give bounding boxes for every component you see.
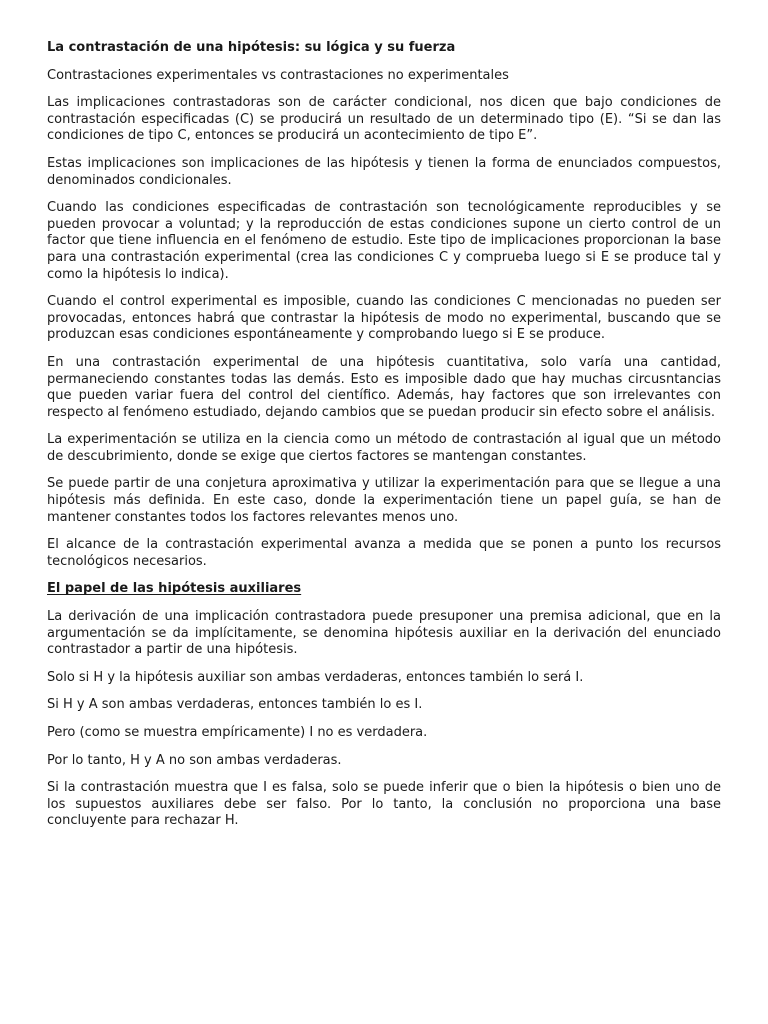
document-subtitle: Contrastaciones experimentales vs contrastaciones no experimentales	[47, 67, 509, 83]
paragraph-non-experimental: Cuando el control experimental es imposible, cuando las condiciones C mencionadas no pueden ser provocadas, entonces habrá que contrastar la hipótesis de modo no experimental, buscando que se produzcan esas condiciones espontáneamente y comprobando luego si E se produce.	[47, 294, 721, 343]
section-heading-auxiliary-hypotheses: El papel de las hipótesis auxiliares	[47, 581, 302, 597]
paragraph-premise-1: Solo si H y la hipótesis auxiliar son ambas verdaderas, entonces también lo será I.	[47, 669, 584, 685]
paragraph-auxiliary-definition: La derivación de una implicación contrastadora puede presuponer una premisa adicional, que en la argumentación se da implícitamente, se denomina hipótesis auxiliar en la derivación del enunciado contrastador a partir de una hipótesis.	[47, 609, 721, 658]
paragraph-falsity-inference: Si la contrastación muestra que I es falsa, solo se puede inferir que o bien la hipótesis o bien uno de los supuestos auxiliares debe ser falso. Por lo tanto, la conclusión no proporciona una base concluyente para rechazar H.	[47, 780, 721, 829]
paragraph-quantitative-hypothesis: En una contrastación experimental de una hipótesis cuantitativa, solo varía una cantidad, permaneciendo constantes todas las demás. Esto es imposible dado que hay muchas circusntancias que pueden variar fuera del control del científico. Además, hay factores que son irrelevantes con respecto al fenómeno estudiado, dejando cambios que se puedan producir sin efecto sobre el análisis.	[47, 354, 721, 420]
paragraph-experimental-scope: El alcance de la contrastación experimental avanza a medida que se ponen a punto los recursos tecnológicos necesarios.	[47, 537, 721, 569]
paragraph-experimental-conditions: Cuando las condiciones especificadas de contrastación son tecnológicamente reproducibles y se pueden provocar a voluntad; y la reproducción de estas condiciones supone un cierto control de un factor que tiene influencia en el fenómeno de estudio. Este tipo de implicaciones proporcionan la base para una contrastación experimental (crea las condiciones C y comprueba luego si E se produce tal y como la hipótesis lo indica).	[47, 200, 721, 282]
paragraph-premise-3: Pero (como se muestra empíricamente) I no es verdadera.	[47, 725, 428, 740]
paragraph-experimentation-method: La experimentación se utiliza en la ciencia como un método de contrastación al igual que un método de descubrimiento, donde se exige que ciertos factores se mantengan constantes.	[47, 432, 721, 464]
paragraph-premise-2: Si H y A son ambas verdaderas, entonces también lo es I.	[47, 697, 423, 713]
document-title: La contrastación de una hipótesis: su lógica y su fuerza	[47, 40, 456, 55]
paragraph-conditional-implications: Las implicaciones contrastadoras son de carácter condicional, nos dicen que bajo condiciones de contrastación especificadas (C) se producirá un resultado de un determinado tipo (E). “Si se dan las condiciones de tipo C, entonces se producirá un acontecimiento de tipo E”.	[47, 95, 721, 144]
paragraph-conclusion: Por lo tanto, H y A no son ambas verdaderas.	[47, 752, 342, 768]
paragraph-approximate-conjecture: Se puede partir de una conjetura aproximativa y utilizar la experimentación para que se llegue a una hipótesis más definida. En este caso, donde la experimentación tiene un papel guía, se han de mantener constantes todos los factores relevantes menos uno.	[47, 476, 721, 525]
paragraph-compound-statements: Estas implicaciones son implicaciones de las hipótesis y tienen la forma de enunciados compuestos, denominados condicionales.	[47, 155, 721, 188]
